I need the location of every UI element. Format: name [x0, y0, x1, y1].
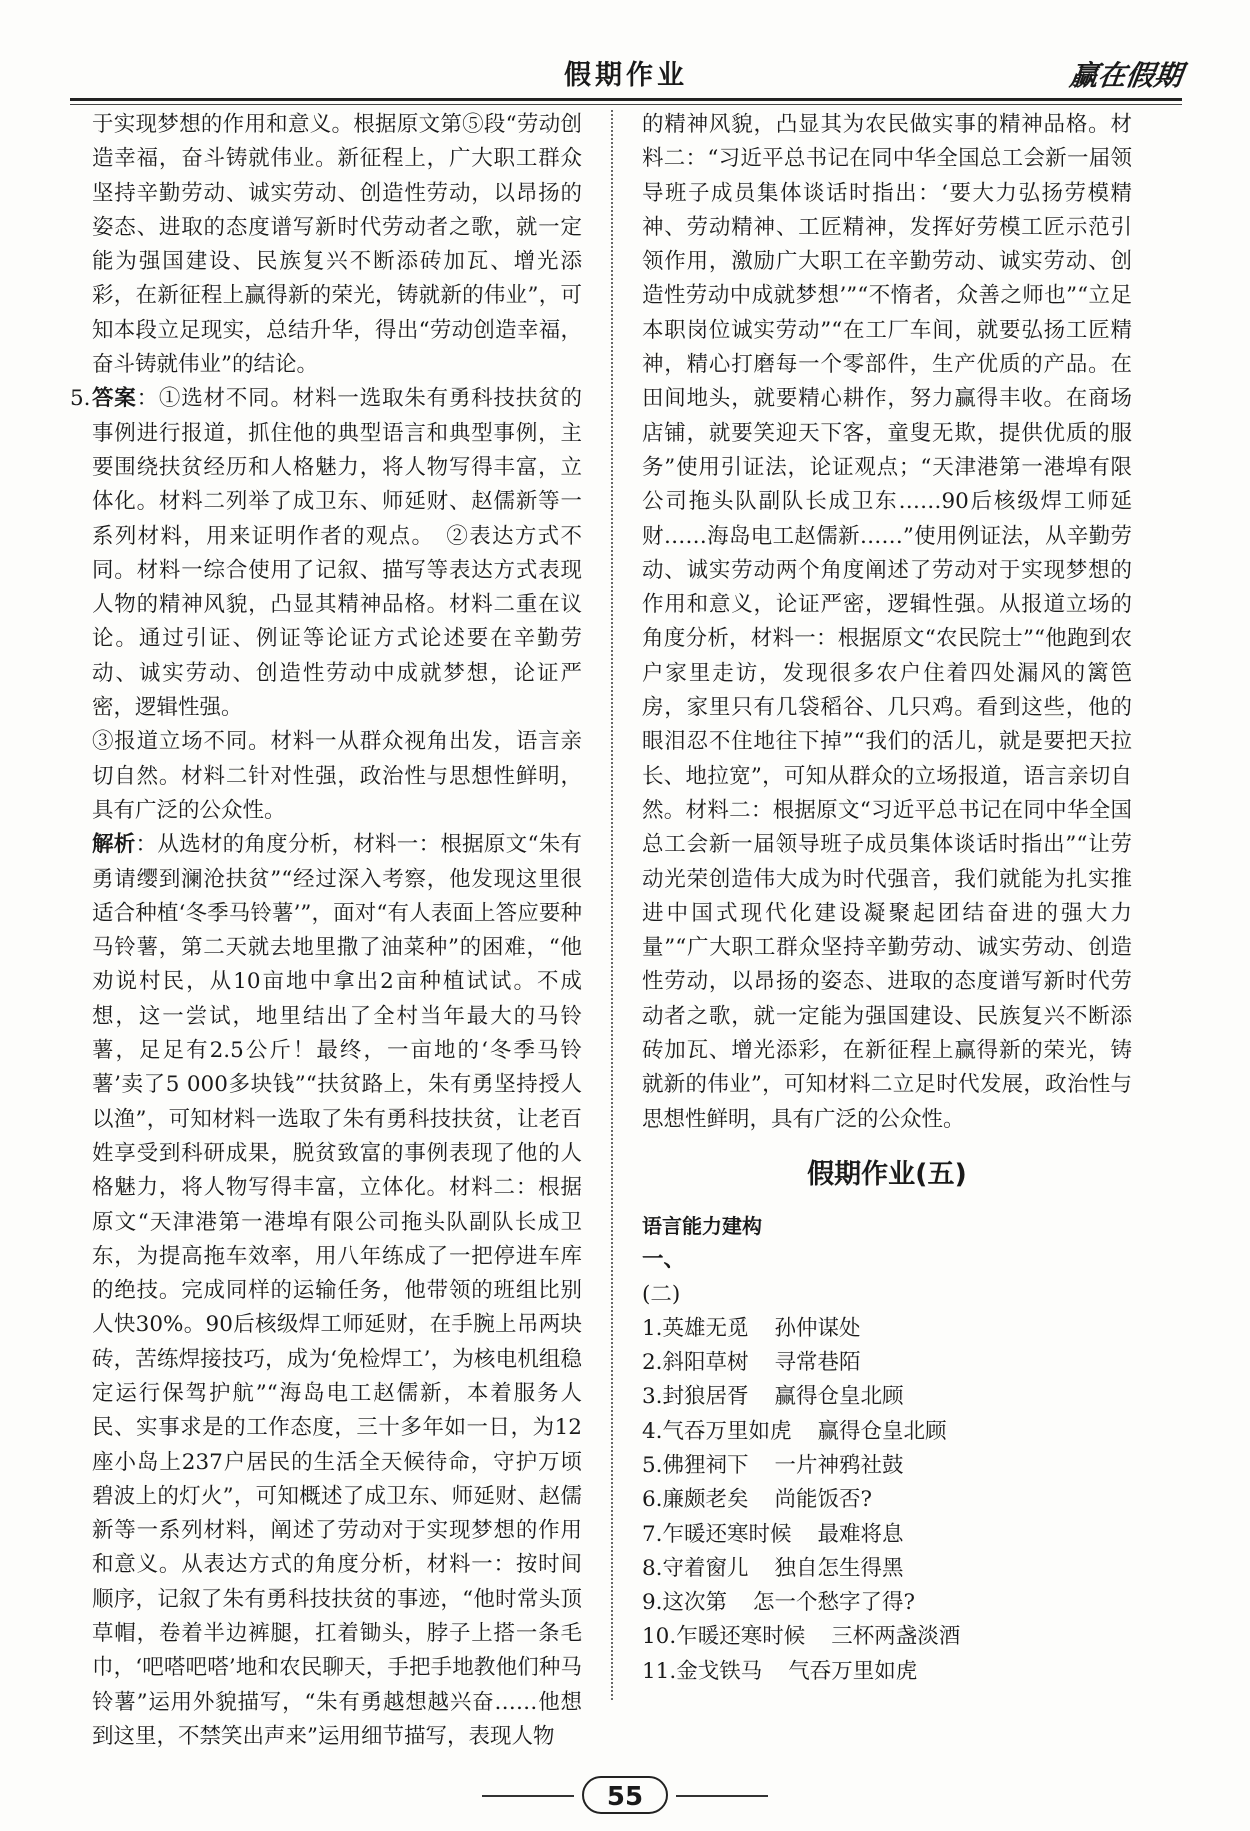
analysis-text: ：从选材的角度分析，材料一：根据原文“朱有勇请缨到澜沧扶贫”“经过深入考察，他发现这里很适合种植‘冬季马铃薯’”，面对“有人表面上答应要种马铃薯，第二天就去地里撒了油菜种”的困难，“他劝说村民，从10亩地中拿出2亩种植试试。不成想，这一尝试，地里结出了全村当年最大的马铃薯，足足有2.5公斤！最终，一亩地的‘冬季马铃薯’卖了5 000多块钱”“扶贫路上，朱有勇坚持授人以渔”，可知材料一选取了朱有勇科技扶贫，让老百姓享受到科研成果，脱贫致富的事例表现了他的人格魅力，将人物写得丰富，立体化。材料二：根据原文“天津港第一港埠有限公司拖头队副队长成卫东，为提高拖车效率，用八年练成了一把停进车库的绝技。完成同样的运输任务，他带领的班组比别人快30%。90后核级焊工师延财，在手腕上吊两块砖，苦练焊接技巧，成为‘免检焊工’，为核电机组稳定运行保驾护航”“海岛电工赵儒新，本着服务人民、实事求是的工作态度，三十多年如一日，为12座小岛上237户居民的生活全天候待命，守护万顷碧波上的灯火”，可知概述了成卫东、师延财、赵儒新等一系列材料，阐述了劳动对于实现梦想的作用和意义。从表达方式的角度分析，材料一：按时间顺序，记叙了朱有勇科技扶贫的事迹，“他时常头顶草帽，卷着半边裤腿，扛着锄头，脖子上搭一条毛巾，‘吧嗒吧嗒’地和农民聊天，手把手地教他们种马铃薯”运用外貌描写，“朱有勇越想越兴奋……他想到这里，不禁笑出声来”运用细节描写，表现人物 [92, 832, 582, 1749]
question-number: 5. [70, 386, 91, 412]
analysis-label: 解析 [92, 832, 136, 858]
answer-second: 赢得仓皇北顾 [817, 1418, 947, 1444]
answer-second: 寻常巷陌 [774, 1350, 861, 1376]
answer-first: 7.乍暖还寒时候 [642, 1521, 792, 1547]
answer-first: 2.斜阳草树 [642, 1350, 749, 1376]
column-divider [611, 110, 613, 1700]
answer-first: 9.这次第 [642, 1590, 728, 1616]
page-number: 55 [582, 1776, 668, 1814]
analysis-paragraph [92, 828, 582, 1754]
answer-second: 赢得仓皇北顾 [774, 1384, 904, 1410]
answer-item [642, 1552, 1132, 1586]
answer-text: ：①选材不同。材料一选取朱有勇科技扶贫的事例进行报道，抓住他的典型语言和典型事例，主要围绕扶贫经历和人格魅力，将人物写得丰富，立体化。材料二列举了成卫东、师延财、赵儒新等一系列材料，用来证明作者的观点。 ②表达方式不同。材料一综合使用了记叙、描写等表达方式表现人物的精神风貌，凸显其精神品格。材料二重在议论。通过引证、例证等论证方式论述要在辛勤劳动、诚实劳动、创造性劳动中成就梦想，论证严密，逻辑性强。 [92, 386, 582, 721]
page-header [70, 58, 1185, 100]
answer-item [642, 1518, 1132, 1552]
right-column [642, 108, 1132, 1689]
answer-second: 一片神鸦社鼓 [774, 1452, 904, 1478]
answer-item [642, 1312, 1132, 1346]
answer-item [642, 1449, 1132, 1483]
answer-text-point-3: ③报道立场不同。材料一从群众视角出发，语言亲切自然。材料二针对性强，政治性与思想性鲜明，具有广泛的公众性。 [92, 729, 582, 823]
answer-first: 5.佛狸祠下 [642, 1452, 749, 1478]
header-rule-thin [70, 104, 1182, 105]
answer-item [642, 1483, 1132, 1517]
brand-logo: 赢在假期 [1067, 59, 1185, 92]
continued-paragraph: 于实现梦想的作用和意义。根据原文第⑤段“劳动创造幸福，奋斗铸就伟业。新征程上，广大职工群众坚持辛勤劳动、诚实劳动、创造性劳动，以昂扬的姿态、进取的态度谱写新时代劳动者之歌，就一定能为强国建设、民族复兴不断添砖加瓦、增光添彩，在新征程上赢得新的荣光，铸就新的伟业”，可知本段立足现实，总结升华，得出“劳动创造幸福，奋斗铸就伟业”的结论。 [92, 112, 582, 378]
answer-first: 11.金戈铁马 [642, 1658, 763, 1684]
section-title: 假期作业(五) [807, 1158, 967, 1190]
answer-item [642, 1380, 1132, 1414]
answer-second: 独自怎生得黑 [774, 1555, 904, 1581]
left-column [70, 108, 582, 1754]
answer-item [642, 1586, 1132, 1620]
part-one-label: 一、 [642, 1247, 686, 1273]
subheading: 语言能力建构 [642, 1213, 762, 1238]
answer-item [642, 1655, 1132, 1689]
question-5-answer [70, 382, 582, 725]
page-footer [0, 1776, 1250, 1816]
answer-second: 最难将息 [817, 1521, 904, 1547]
answer-label: 答案 [92, 386, 137, 412]
answer-first: 1.英雄无觅 [642, 1315, 749, 1341]
header-rule [70, 98, 1182, 101]
footer-rule-right [676, 1795, 768, 1797]
answer-second: 怎一个愁字了得? [753, 1590, 916, 1616]
answer-second: 气吞万里如虎 [788, 1658, 918, 1684]
answer-first: 3.封狼居胥 [642, 1384, 749, 1410]
answer-first: 10.乍暖还寒时候 [642, 1624, 806, 1650]
analysis-continued: 的精神风貌，凸显其为农民做实事的精神品格。材料二：“习近平总书记在同中华全国总工会新一届领导班子成员集体谈话时指出：‘要大力弘扬劳模精神、劳动精神、工匠精神，发挥好劳模工匠示范引领作用，激励广大职工在辛勤劳动、诚实劳动、创造性劳动中成就梦想’”“不惰者，众善之师也”“立足本职岗位诚实劳动”“在工厂车间，就要弘扬工匠精神，精心打磨每一个零部件，生产优质的产品。在田间地头，就要精心耕作，努力赢得丰收。在商场店铺，就要笑迎天下客，童叟无欺，提供优质的服务”使用引证法，论证观点；“天津港第一港埠有限公司拖头队副队长成卫东……90后核级焊工师延财……海岛电工赵儒新……”使用例证法，从辛勤劳动、诚实劳动两个角度阐述了劳动对于实现梦想的作用和意义，论证严密，逻辑性强。从报道立场的角度分析，材料一：根据原文“农民院士”“他跑到农户家里走访，发现很多农户住着四处漏风的篱笆房，家里只有几袋稻谷、几只鸡。看到这些，他的眼泪忍不住地往下掉”“我们的活儿，就是要把天拉长、地拉宽”，可知从群众的立场报道，语言亲切自然。材料二：根据原文“习近平总书记在同中华全国总工会新一届领导班子成员集体谈话时指出”“让劳动光荣创造伟大成为时代强音，我们就能为扎实推进中国式现代化建设凝聚起团结奋进的强大力量”“广大职工群众坚持辛勤劳动、诚实劳动、创造性劳动，以昂扬的姿态、进取的态度谱写新时代劳动者之歌，就一定能为强国建设、民族复兴不断添砖加瓦、增光添彩，在新征程上赢得新的荣光，铸就新的伟业”，可知材料二立足时代发展，政治性与思想性鲜明，具有广泛的公众性。 [642, 112, 1132, 1132]
answer-first: 4.气吞万里如虎 [642, 1418, 792, 1444]
answer-item [642, 1415, 1132, 1449]
answer-first: 6.廉颇老矣 [642, 1487, 749, 1513]
footer-rule-left [482, 1795, 574, 1797]
answer-second: 尚能饭否? [774, 1487, 873, 1513]
answer-item [642, 1346, 1132, 1380]
header-title: 假期作业 [564, 60, 688, 91]
part-two-label: (二) [642, 1281, 681, 1307]
answer-second: 三杯两盏淡酒 [831, 1624, 961, 1650]
answer-item [642, 1620, 1132, 1654]
answer-first: 8.守着窗儿 [642, 1555, 749, 1581]
answer-second: 孙仲谋处 [774, 1315, 861, 1341]
answer-list [642, 1312, 1132, 1689]
